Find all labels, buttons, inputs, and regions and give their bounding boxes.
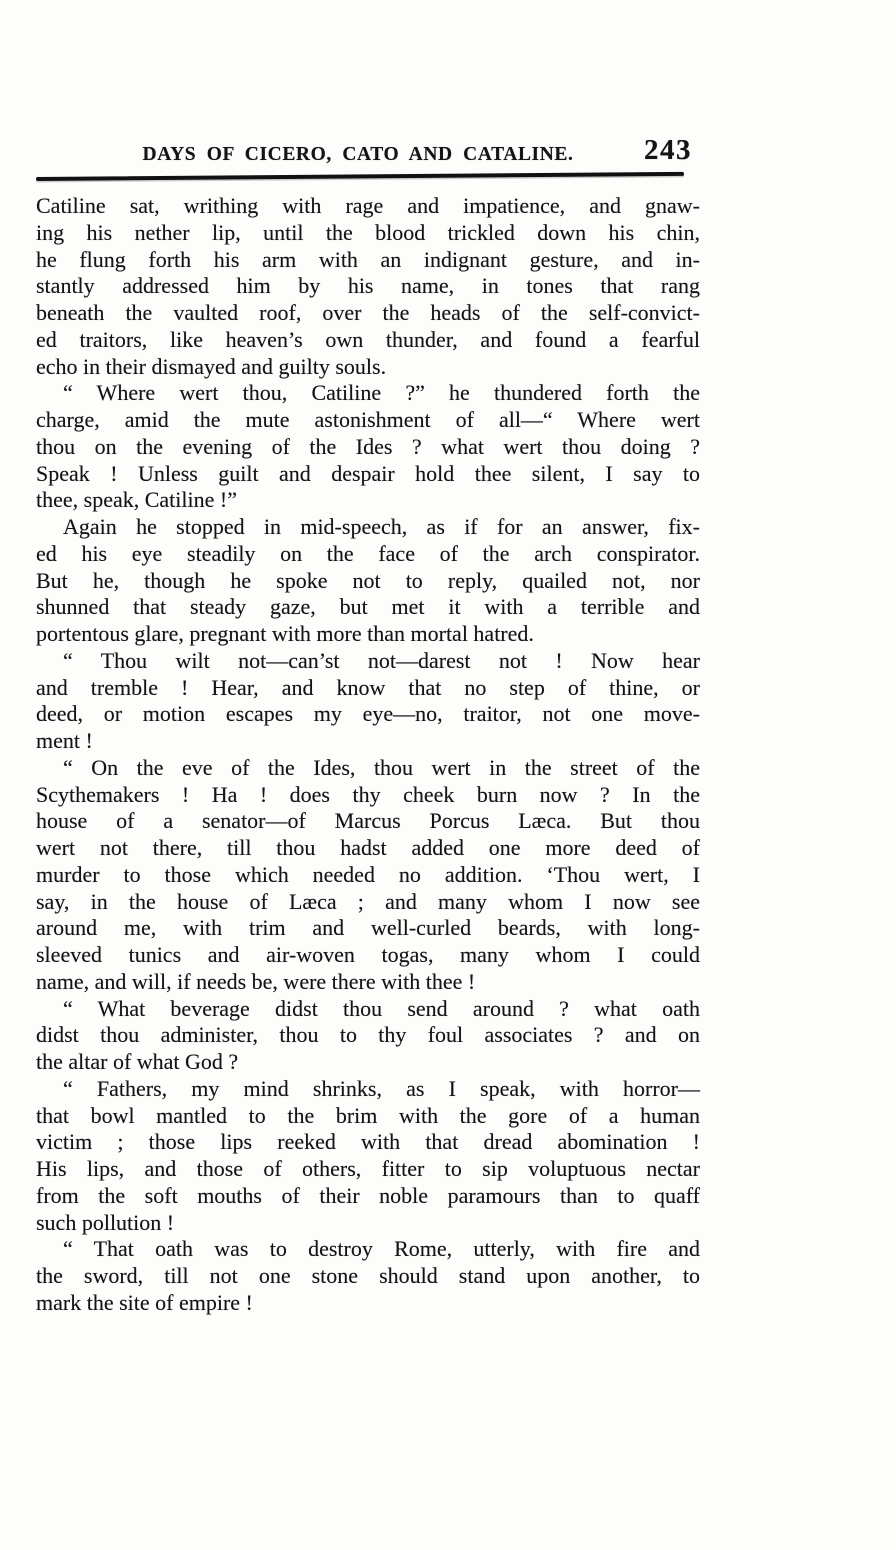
text-line: thou on the evening of the Ides ? what wert thou doing ? <box>36 433 700 459</box>
text-line: and tremble ! Hear, and know that no step of thine, or <box>36 674 700 700</box>
text-line: “ Thou wilt not—can’st not—darest not ! Now hear <box>63 647 700 673</box>
text-line: Scythemakers ! Ha ! does thy cheek burn now ? In the <box>36 781 700 807</box>
text-line: “ Fathers, my mind shrinks, as I speak, with horror— <box>63 1075 700 1101</box>
text-line: ment ! <box>36 728 93 753</box>
text-paragraph <box>36 1076 700 1237</box>
text-line: victim ; those lips reeked with that dread abomination ! <box>36 1129 700 1155</box>
text-line: echo in their dismayed and guilty souls. <box>36 353 387 379</box>
text-line: “ That oath was to destroy Rome, utterly, with fire and <box>63 1236 700 1262</box>
text-line: from the soft mouths of their noble paramours than to quaff <box>36 1182 700 1208</box>
text-line: His lips, and those of others, fitter to sip voluptuous nectar <box>36 1156 700 1181</box>
text-line: portentous glare, pregnant with more than mortal hatred. <box>36 621 534 646</box>
text-line: ed his eye steadily on the face of the arch conspirator. <box>36 540 700 566</box>
page-body <box>36 193 700 1317</box>
text-paragraph <box>36 1236 700 1316</box>
text-line: such pollution ! <box>36 1209 175 1235</box>
page-number: 243 <box>644 134 692 166</box>
text-line: “ On the eve of the Ides, thou wert in the street of the <box>63 754 700 780</box>
text-line: mark the site of empire ! <box>36 1289 253 1315</box>
text-line: Catiline sat, writhing with rage and impatience, and gnaw- <box>36 193 700 218</box>
text-line: thee, speak, Catiline !” <box>36 487 237 513</box>
text-paragraph <box>36 996 700 1076</box>
text-line: charge, amid the mute astonishment of all—“ Where wert <box>36 407 700 432</box>
text-line: stantly addressed him by his name, in tones that rang <box>36 273 700 299</box>
text-paragraph <box>36 755 700 996</box>
text-line: he flung forth his arm with an indignant gesture, and in- <box>36 246 700 272</box>
text-line: But he, though he spoke not to reply, quailed not, nor <box>36 567 700 593</box>
text-line: “ What beverage didst thou send around ? what oath <box>63 995 700 1021</box>
text-line: shunned that steady gaze, but met it with a terrible and <box>36 594 700 620</box>
text-line: “ Where wert thou, Catiline ?” he thundered forth the <box>63 380 700 406</box>
text-line: the sword, till not one stone should stand upon another, to <box>36 1263 700 1288</box>
text-line: wert not there, till thou hadst added one more deed of <box>36 835 700 860</box>
text-line: deed, or motion escapes my eye—no, traitor, not one move- <box>36 701 700 727</box>
text-line: house of a senator—of Marcus Porcus Læca. But thou <box>36 808 700 834</box>
text-paragraph <box>36 193 700 380</box>
text-line: name, and will, if needs be, were there with thee ! <box>36 968 476 994</box>
text-line: beneath the vaulted roof, over the heads of the self-convict- <box>36 300 700 325</box>
text-line: didst thou administer, thou to thy foul associates ? and on <box>36 1022 700 1048</box>
text-paragraph <box>36 380 700 514</box>
running-title: DAYS OF CICERO, CATO AND CATALINE. <box>142 144 574 165</box>
text-line: ed traitors, like heaven’s own thunder, and found a fearful <box>36 326 700 352</box>
text-line: the altar of what God ? <box>36 1049 239 1074</box>
text-line: Speak ! Unless guilt and despair hold thee silent, I say to <box>36 460 700 486</box>
text-line: Again he stopped in mid-speech, as if for an answer, fix- <box>63 514 700 539</box>
text-line: sleeved tunics and air-woven togas, many whom I could <box>36 942 700 967</box>
text-paragraph <box>36 648 700 755</box>
text-line: say, in the house of Læca ; and many whom I now see <box>36 888 700 914</box>
page-header <box>36 134 700 174</box>
text-line: murder to those which needed no addition. ‘Thou wert, I <box>36 861 700 887</box>
text-line: around me, with trim and well-curled beards, with long- <box>36 915 700 941</box>
text-paragraph <box>36 514 700 648</box>
text-line: ing his nether lip, until the blood trickled down his chin, <box>36 219 700 245</box>
text-line: that bowl mantled to the brim with the gore of a human <box>36 1102 700 1128</box>
